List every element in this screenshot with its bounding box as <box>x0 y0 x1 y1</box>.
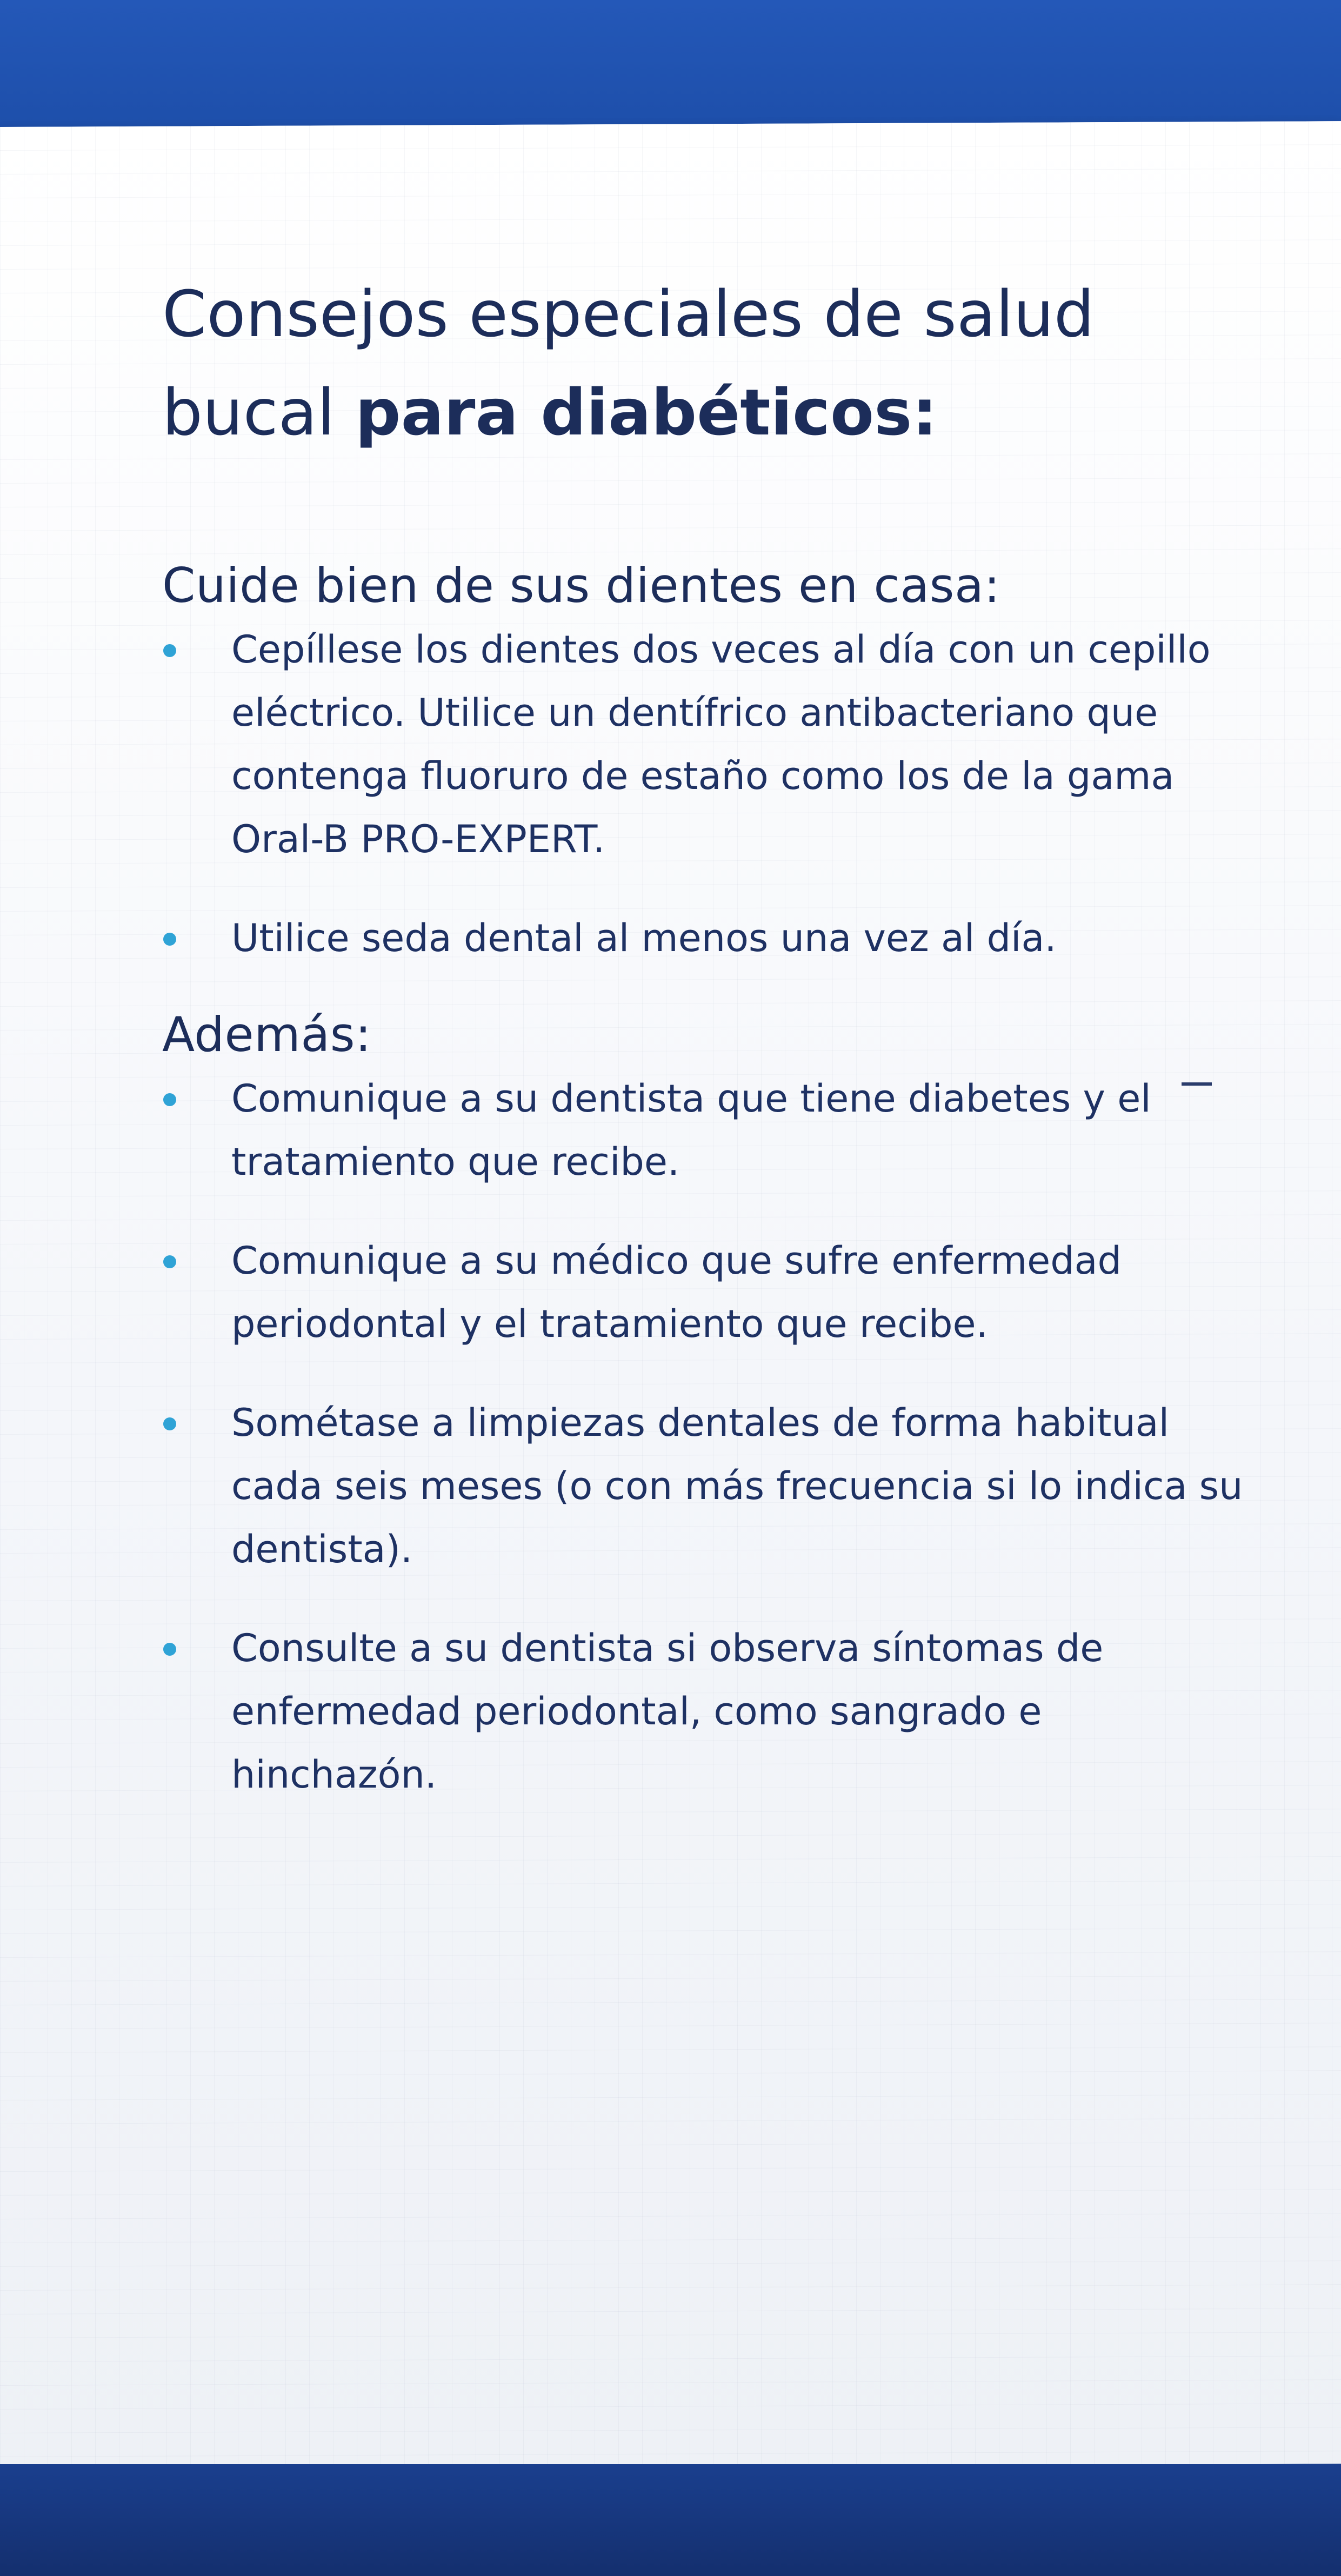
list-item-text: Cepíllese los dientes dos veces al día con un cepillo eléctrico. Utilice un dentífrico antibacteriano que contenga fluoruro de estaño como los de la gama Oral-B PRO-EXPERT. <box>231 627 1211 861</box>
list-item-text: Utilice seda dental al menos una vez al día. <box>231 916 1057 960</box>
list-item-text: Comunique a su médico que sufre enfermedad periodontal y el tratamiento que recibe. <box>231 1239 1122 1346</box>
main-title-line2-bold: para diabéticos: <box>355 375 938 450</box>
main-title-line2-regular: bucal <box>162 375 356 450</box>
bullet-dot-icon <box>163 1255 176 1268</box>
list-item <box>162 1391 1243 1581</box>
bullet-dot-icon <box>163 644 176 657</box>
list-item <box>162 1617 1243 1806</box>
list-item-text: Consulte a su dentista si observa síntomas de enfermedad periodontal, como sangrado e hinchazón. <box>231 1626 1104 1797</box>
list-item <box>162 907 1243 970</box>
bullet-dot-icon <box>163 1093 176 1106</box>
main-title-line1: Consejos especiales de salud <box>162 277 1095 351</box>
bullet-dot-icon <box>163 1643 176 1656</box>
leaflet-content <box>162 265 1243 1806</box>
home-care-list <box>162 618 1243 970</box>
list-item <box>162 1067 1243 1194</box>
list-item <box>162 618 1243 871</box>
section-heading-additional: Además: <box>162 1007 372 1062</box>
additional-tips-list <box>162 1067 1243 1806</box>
section-heading-home-care: Cuide bien de sus dientes en casa: <box>162 558 1000 613</box>
top-blue-band <box>0 0 1341 140</box>
list-item-text: Sométase a limpiezas dentales de forma habitual cada seis meses (o con más frecuencia si lo indica su dentista). <box>231 1401 1243 1571</box>
bottom-blue-band <box>0 2464 1341 2576</box>
bullet-dot-icon <box>163 1417 176 1430</box>
bullet-dot-icon <box>163 933 176 946</box>
list-item <box>162 1229 1243 1356</box>
dash-mark-icon <box>1182 1082 1212 1086</box>
list-item-text: Comunique a su dentista que tiene diabetes y el tratamiento que recibe. <box>231 1076 1151 1184</box>
main-title <box>162 265 1243 461</box>
